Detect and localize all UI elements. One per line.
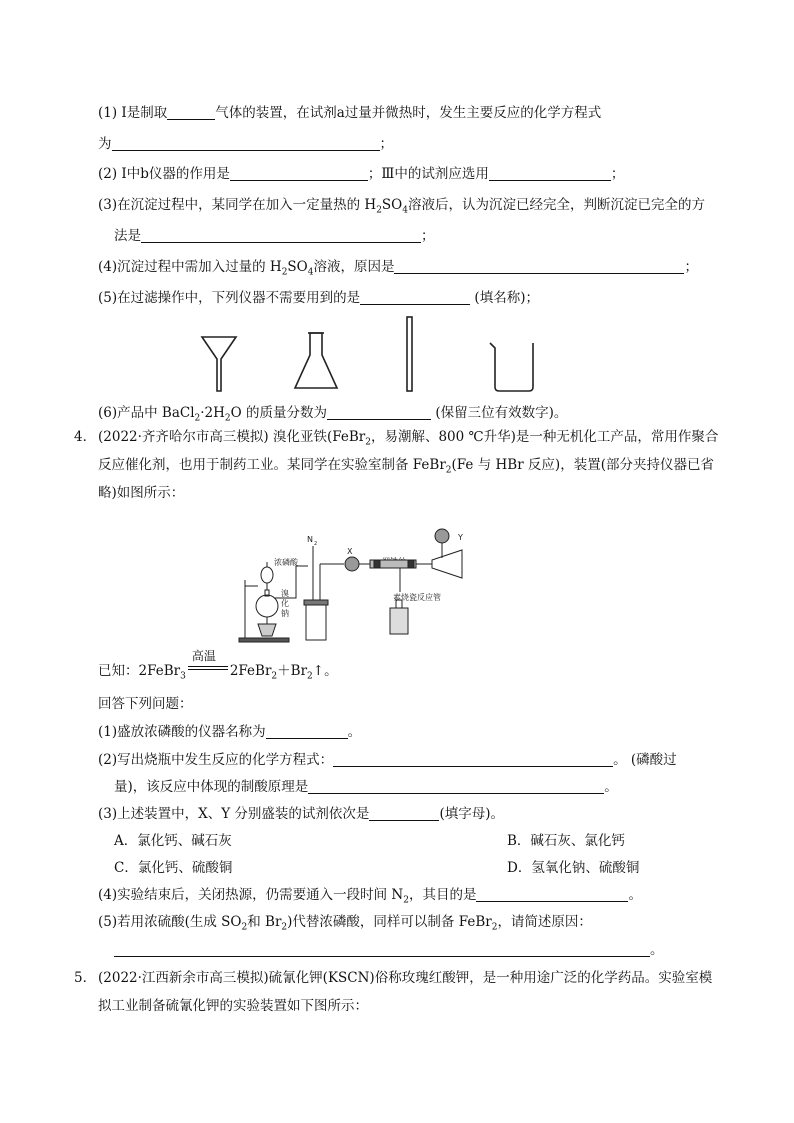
svg-text:化: 化: [281, 599, 289, 608]
q4-part4: (4)实验结束后，关闭热源，仍需要通入一段时间 $N_2$，其目的是 。: [98, 887, 642, 906]
q4-intro-line3: 略)如图所示：: [98, 485, 185, 501]
n2-label: N: [307, 535, 313, 544]
q3-part6: (6)产品中 $BaCl_2\cdot 2H_2O$ 的质量分数为 (保留三位有效数字)。: [98, 405, 568, 424]
option-d[interactable]: D．氢氧化钠、硫酸铜: [507, 860, 640, 876]
x-label: X: [347, 547, 353, 556]
answer-blank[interactable]: [360, 290, 470, 305]
q3-part5: (5)在过滤操作中，下列仪器不需要用到的是 (填名称)；: [98, 290, 539, 306]
answer-blank[interactable]: [114, 942, 650, 957]
q4-part1: (1)盛放浓磷酸的仪器名称为 。: [98, 724, 362, 740]
answer-blank[interactable]: [369, 806, 439, 821]
answer-blank[interactable]: [476, 887, 628, 902]
answer-blank[interactable]: [327, 405, 431, 420]
answer-blank[interactable]: [266, 724, 348, 739]
answer-blank[interactable]: [167, 105, 215, 120]
option-a[interactable]: A．氯化钙、碱石灰: [114, 833, 232, 849]
answer-blank[interactable]: [394, 259, 684, 274]
q4-part5-line1: (5)若用浓硫酸(生成 $SO_2$和 $Br_2$)代替浓磷酸，同样可以制备 FeBr$_2$，请简述原因：: [98, 914, 592, 933]
q5-line1: (2022·江西新余市高三模拟)硫氰化钾(KSCN)俗称玫瑰红酸钾，是一种用途广泛的化学药品。实验室模: [98, 970, 713, 986]
q3-part4: (4)沉淀过程中需加入过量的 $H_2SO_4$溶液，原因是 ；: [98, 259, 698, 278]
q4-intro-line2: 反应催化剂，也用于制药工业。某同学在实验室制备 FeBr$_2$(Fe 与 HBr 反应)，装置(部分夹持仪器已省: [98, 457, 714, 476]
q5-number: 5．: [74, 970, 97, 986]
answer-blank[interactable]: [112, 136, 380, 151]
beaker-figure: [490, 343, 533, 391]
funnel-figure: [202, 337, 236, 391]
q4-part3: (3)上述装置中，X、Y 分别盛装的试剂依次是 (填字母)。: [98, 806, 504, 822]
q4-part5-line2: 。: [114, 940, 664, 960]
svg-text:溴: 溴: [281, 589, 289, 598]
q3-part1-line2: 为 ；: [98, 136, 393, 152]
q3-part1-line1: (1) Ⅰ是制取 气体的装置，在试剂a过量并微热时，发生主要反应的化学方程式: [98, 105, 602, 121]
q3-part3-line1: (3)在沉淀过程中，某同学在加入一定量热的 $H_2SO_4$溶液后，认为沉淀已经完全，判断沉淀已完全的方: [98, 197, 705, 216]
svg-text:钠: 钠: [281, 609, 289, 618]
glass-rod-figure: [407, 317, 412, 391]
answer-blank[interactable]: [141, 228, 421, 243]
acid-label: 浓磷酸: [274, 558, 298, 567]
answer-blank[interactable]: [333, 752, 613, 767]
answer-blank[interactable]: [230, 166, 368, 181]
reaction-tube-label: 素烧瓷反应管: [393, 593, 441, 602]
q3-part3-line2: 法是 ；: [114, 228, 435, 244]
febr2-apparatus-figure: [236, 520, 486, 644]
q4-part2-line2: 量)，该反应中体现的制酸原理是 。: [114, 779, 618, 795]
svg-text:2: 2: [314, 541, 318, 547]
q4-intro-line1: (2022·齐齐哈尔市高三模拟) 溴化亚铁(FeBr$_2$，易潮解、800 ℃升华)是一种无机化工产品，常用作聚合: [98, 429, 719, 448]
option-c[interactable]: C．氯化钙、硫酸铜: [114, 860, 233, 876]
q5-line2: 拟工业制备硫氰化钾的实验装置如下图所示：: [98, 998, 368, 1014]
q4-part2-line1: (2)写出烧瓶中发生反应的化学方程式： 。 (磷酸过: [98, 752, 677, 768]
conical-flask-figure: [295, 333, 337, 388]
answer-blank[interactable]: [489, 166, 611, 181]
known-equation: 已知：2FeBr$_3$ 高温 $2FeBr_2+Br_2↑$。: [98, 649, 338, 682]
answer-blank[interactable]: [308, 779, 604, 794]
y-label: Y: [458, 533, 463, 542]
q3-part2: (2) Ⅰ中b仪器的作用是 ；Ⅲ中的试剂应选用 ；: [98, 166, 625, 182]
option-b[interactable]: B．碱石灰、氯化钙: [507, 833, 625, 849]
filtration-instruments-figure: [190, 315, 550, 393]
q4-number: 4．: [74, 429, 97, 445]
answer-prompt: 回答下列问题：: [98, 696, 193, 712]
condition-arrow: 高温: [186, 662, 230, 676]
